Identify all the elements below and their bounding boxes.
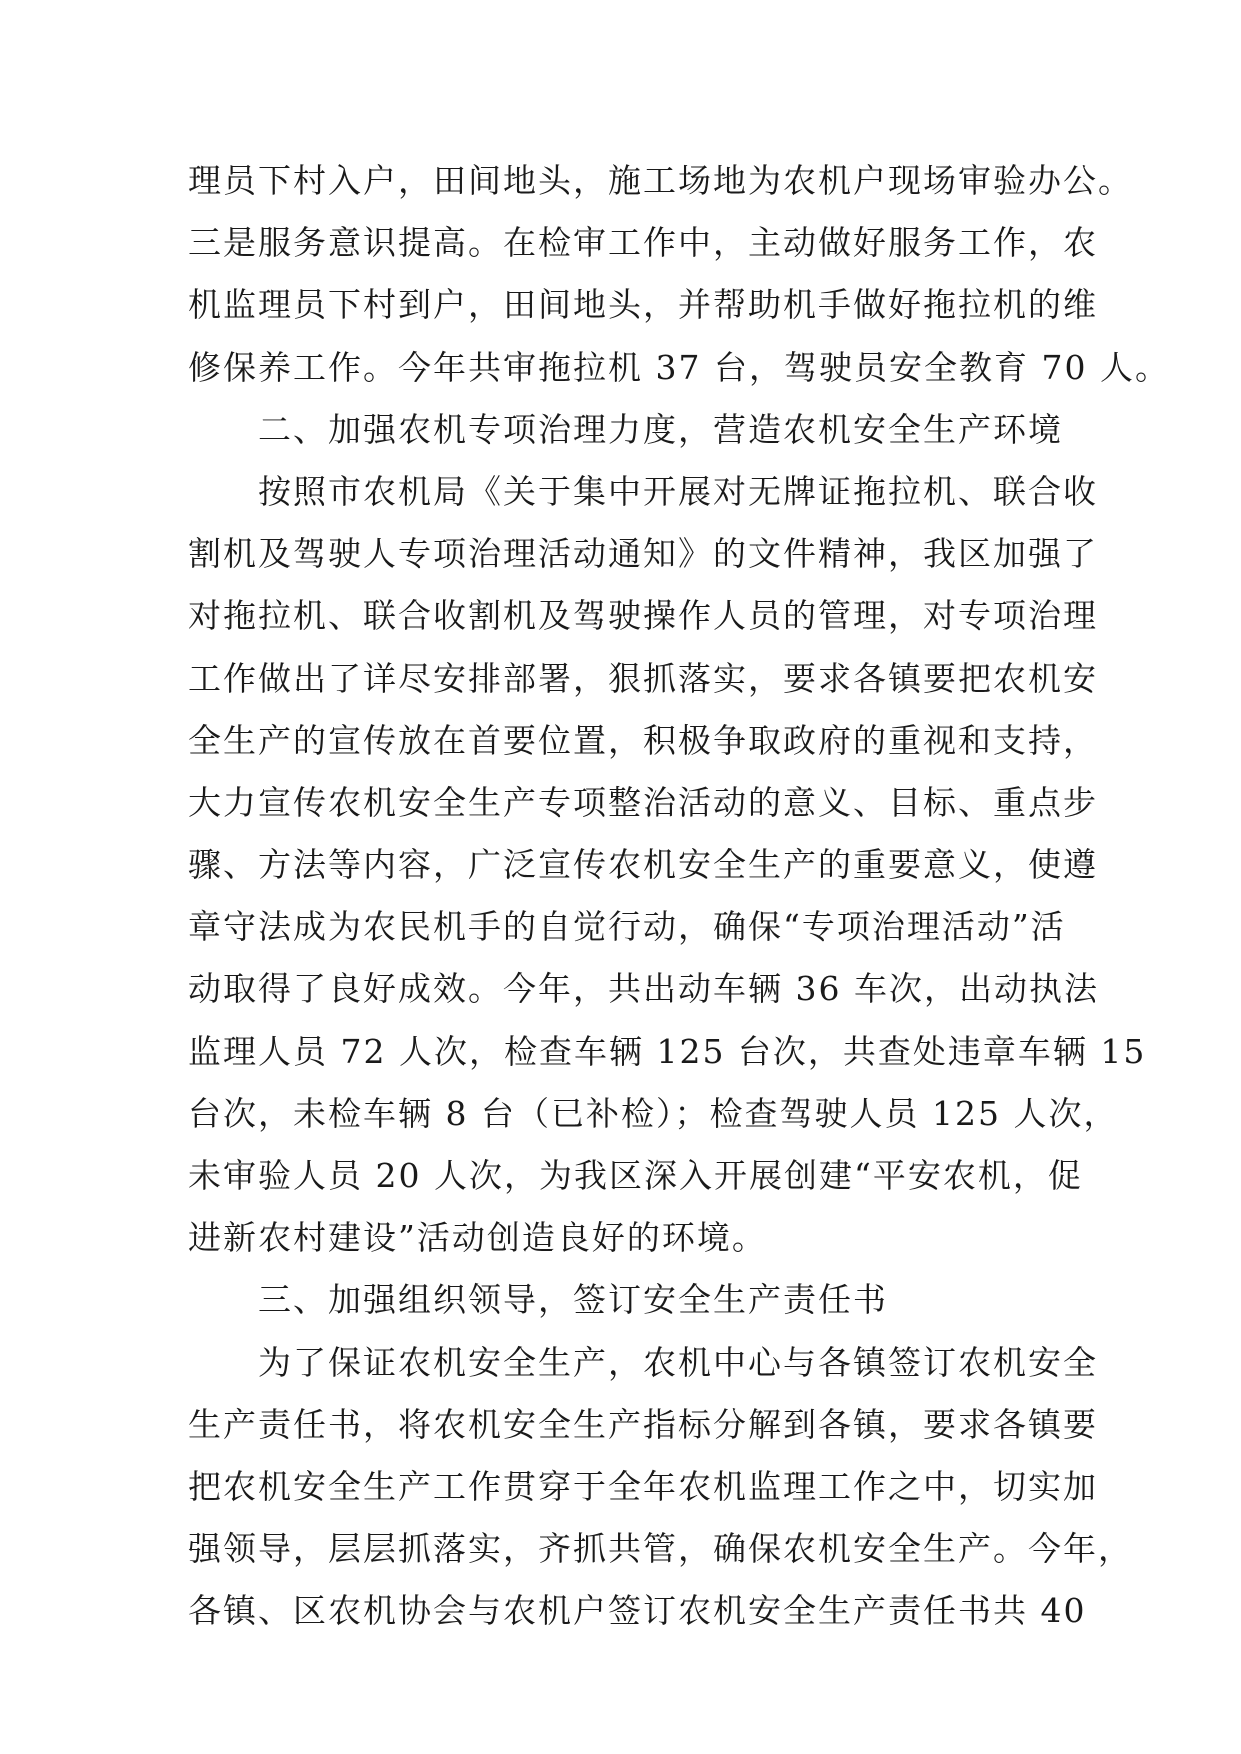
text-line: 未审验人员 20 人次，为我区深入开展创建“平安农机，促 (188, 1156, 1083, 1195)
text-line: 割机及驾驶人专项治理活动通知》的文件精神，我区加强了 (188, 534, 1098, 574)
text-line: 大力宣传农机安全生产专项整治活动的意义、目标、重点步 (188, 782, 1098, 822)
text-line: 强领导，层层抓落实，齐抓共管，确保农机安全生产。今年， (188, 1529, 1133, 1569)
text-line: 监理人员 72 人次，检查车辆 125 台次，共查处违章车辆 15 (188, 1031, 1147, 1071)
text-line: 修保养工作。今年共审拖拉机 37 台，驾驶员安全教育 70 人。 (188, 347, 1170, 387)
text-line: 对拖拉机、联合收割机及驾驶操作人员的管理，对专项治理 (188, 596, 1098, 636)
section-heading-3: 三、加强组织领导，签订安全生产责任书 (258, 1280, 888, 1320)
text-line: 为了保证农机安全生产，农机中心与各镇签订农机安全 (258, 1342, 1098, 1382)
text-line: 把农机安全生产工作贯穿于全年农机监理工作之中，切实加 (188, 1466, 1098, 1506)
text-line: 各镇、区农机协会与农机户签订农机安全生产责任书共 40 (188, 1591, 1087, 1631)
text-line: 生产责任书，将农机安全生产指标分解到各镇，要求各镇要 (188, 1404, 1098, 1444)
text-line: 骤、方法等内容，广泛宣传农机安全生产的重要意义，使遵 (188, 845, 1098, 885)
text-line: 工作做出了详尽安排部署，狠抓落实，要求各镇要把农机安 (188, 658, 1098, 698)
text-line: 理员下村入户，田间地头，施工场地为农机户现场审验办公。 (188, 161, 1133, 200)
text-line: 台次，未检车辆 8 台（已补检）；检查驾驶人员 125 人次， (188, 1093, 1119, 1133)
section-heading-2: 二、加强农机专项治理力度，营造农机安全生产环境 (258, 409, 1063, 449)
text-line: 动取得了良好成效。今年，共出动车辆 36 车次，出动执法 (188, 969, 1099, 1009)
text-line: 章守法成为农民机手的自觉行动，确保“专项治理活动”活 (188, 907, 1066, 947)
text-line: 进新农村建设”活动创造良好的环境。 (188, 1218, 767, 1258)
text-line: 机监理员下村到户，田间地头，并帮助机手做好拖拉机的维 (188, 285, 1098, 325)
text-line: 按照市农机局《关于集中开展对无牌证拖拉机、联合收 (258, 471, 1098, 511)
text-line: 三是服务意识提高。在检审工作中，主动做好服务工作，农 (188, 223, 1098, 263)
text-line: 全生产的宣传放在首要位置，积极争取政府的重视和支持， (188, 720, 1098, 760)
document-body (188, 150, 1170, 1643)
